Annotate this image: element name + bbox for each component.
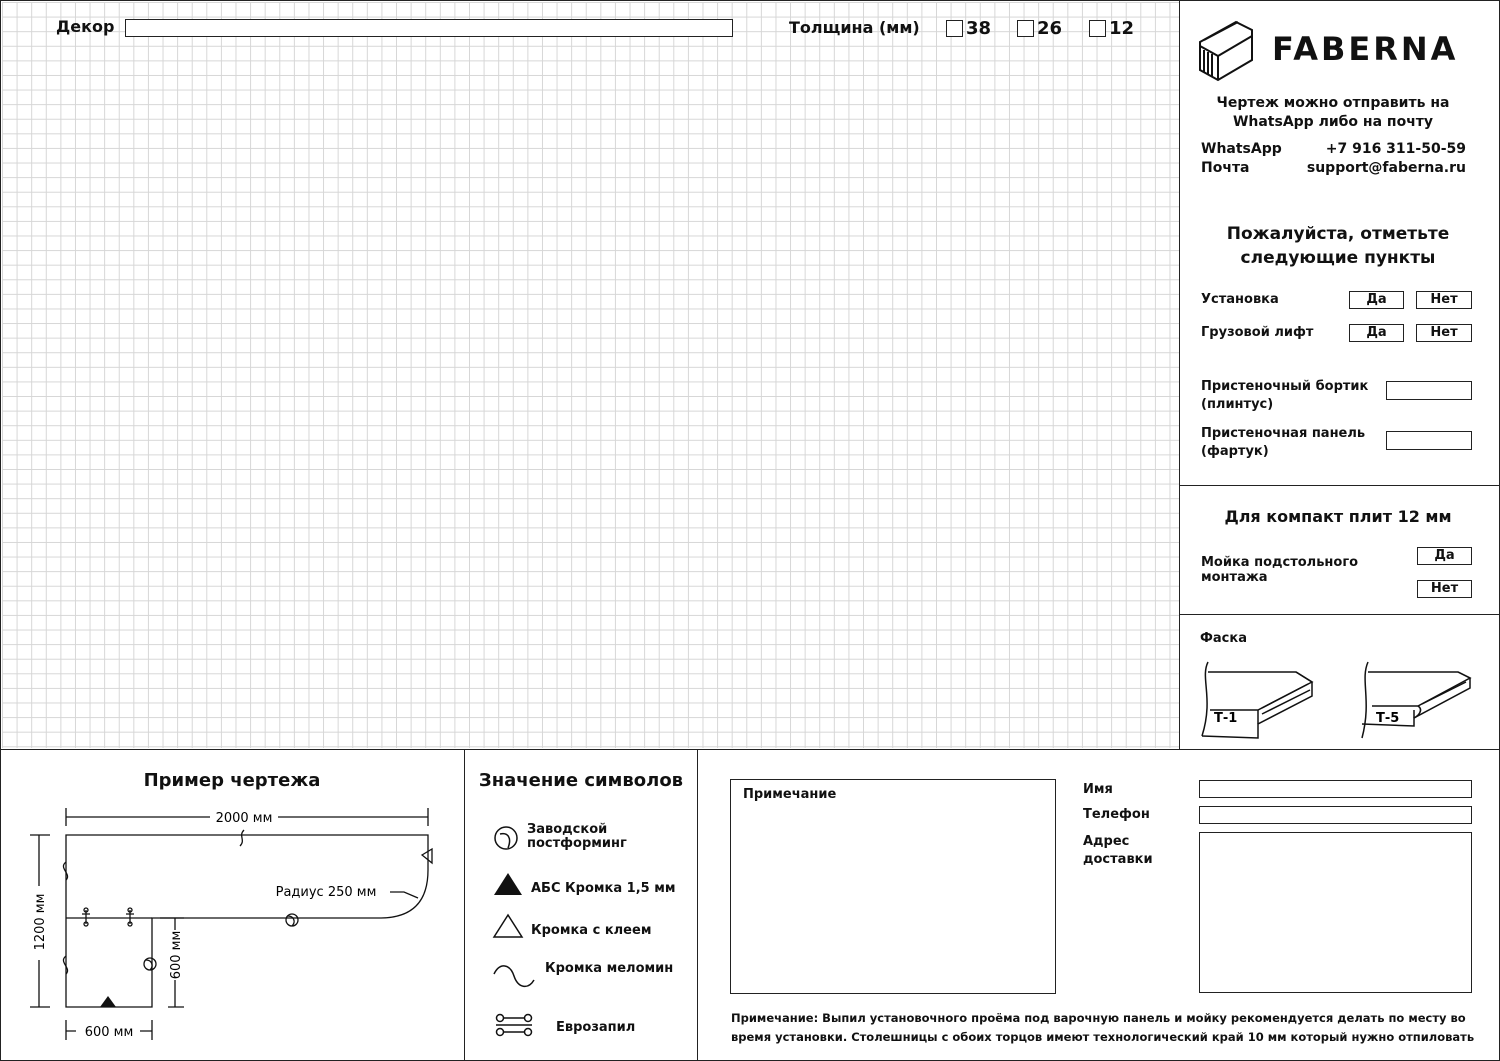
whatsapp-value[interactable]: +7 916 311-50-59 [1325,141,1466,157]
panel-label: Пристеночная панель (фартук) [1201,426,1366,459]
divider-symbols [464,750,465,1060]
chamfer-t5-label: Т-5 [1376,711,1400,726]
installation-no[interactable]: Нет [1416,291,1472,309]
chamfer-t1-icon [1196,658,1316,740]
email-value[interactable]: support@faberna.ru [1306,160,1466,176]
example-drawing [20,800,460,1050]
chamfer-t5-icon [1358,660,1474,742]
example-dim-left: 1200 мм [33,893,48,951]
sink-no[interactable]: Нет [1417,580,1472,598]
example-radius-label: Радиус 250 мм [275,885,377,900]
address-input[interactable] [1199,832,1472,993]
address-label: Адрес доставки [1083,834,1153,867]
sink-label: Мойка подстольного монтажа [1201,555,1359,585]
symbol-abs-label: АБС Кромка 1,5 мм [531,881,676,896]
thickness-option-26[interactable]: 26 [1017,17,1062,39]
name-label: Имя [1083,782,1113,797]
melamine-edge-icon [492,962,536,992]
email-label: Почта [1201,160,1250,176]
symbol-eurocut-label: Еврозапил [556,1020,636,1035]
note-label: Примечание [743,787,837,802]
sink-yes[interactable]: Да [1417,547,1472,565]
chamfer-t1-label: Т-1 [1214,711,1238,726]
name-input[interactable] [1199,780,1472,798]
symbol-melamine-label: Кромка меломин [545,961,674,976]
divider-compact [1180,485,1499,486]
lift-label: Грузовой лифт [1201,325,1314,340]
divider-chamfer [1180,614,1499,615]
phone-input[interactable] [1199,806,1472,824]
phone-label: Телефон [1083,807,1150,822]
thickness-label: Толщина (мм) [789,18,920,37]
divider-contact [697,750,698,1060]
backsplash-input[interactable] [1386,381,1472,400]
note-box[interactable] [730,779,1056,994]
backsplash-label: Пристеночный бортик (плинтус) [1201,379,1369,412]
example-dim-top: 2000 мм [215,811,273,826]
decor-label: Декор [56,17,115,36]
footer-note: Примечание: Выпил установочного проёма под варочную панель и мойку рекомендуется делать по месту во время установки. Столешницы с обоих торцов имеют технологический край 10 мм который нужно отпиловать [731,1011,1475,1044]
symbols-title: Значение символов [478,770,684,791]
abs-edge-icon [492,870,524,898]
postforming-icon [492,824,520,852]
thickness-option-12[interactable]: 12 [1089,17,1134,39]
installation-label: Установка [1201,292,1279,307]
send-note: Чертеж можно отправить на WhatsApp либо на почту [1216,95,1450,130]
glue-edge-icon [492,912,524,940]
divider-right-bottom [1180,749,1499,750]
checkbox-38[interactable] [946,20,963,37]
example-dim-right: 600 мм [169,930,184,980]
divider-right-panel [1179,0,1180,749]
decor-input[interactable] [125,19,733,37]
symbol-glue-label: Кромка с клеем [531,923,652,938]
checkbox-12[interactable] [1089,20,1106,37]
checkbox-26[interactable] [1017,20,1034,37]
compact-title: Для компакт плит 12 мм [1224,507,1452,526]
example-title: Пример чертежа [143,770,321,791]
checklist-title: Пожалуйста, отметьте следующие пункты [1226,224,1450,268]
drawing-grid[interactable] [2,2,1179,748]
faberna-logo-icon [1198,20,1256,82]
chamfer-title: Фаска [1200,631,1247,646]
thickness-option-38[interactable]: 38 [946,17,991,39]
panel-input[interactable] [1386,431,1472,450]
brand-name: FABERNA [1272,30,1459,68]
divider-bottom [0,749,1180,750]
example-dim-bottom: 600 мм [84,1025,134,1040]
lift-no[interactable]: Нет [1416,324,1472,342]
whatsapp-label: WhatsApp [1201,141,1282,157]
symbol-postforming-label: Заводской постформинг [527,822,627,851]
lift-yes[interactable]: Да [1349,324,1404,342]
installation-yes[interactable]: Да [1349,291,1404,309]
eurocut-icon [494,1011,534,1039]
